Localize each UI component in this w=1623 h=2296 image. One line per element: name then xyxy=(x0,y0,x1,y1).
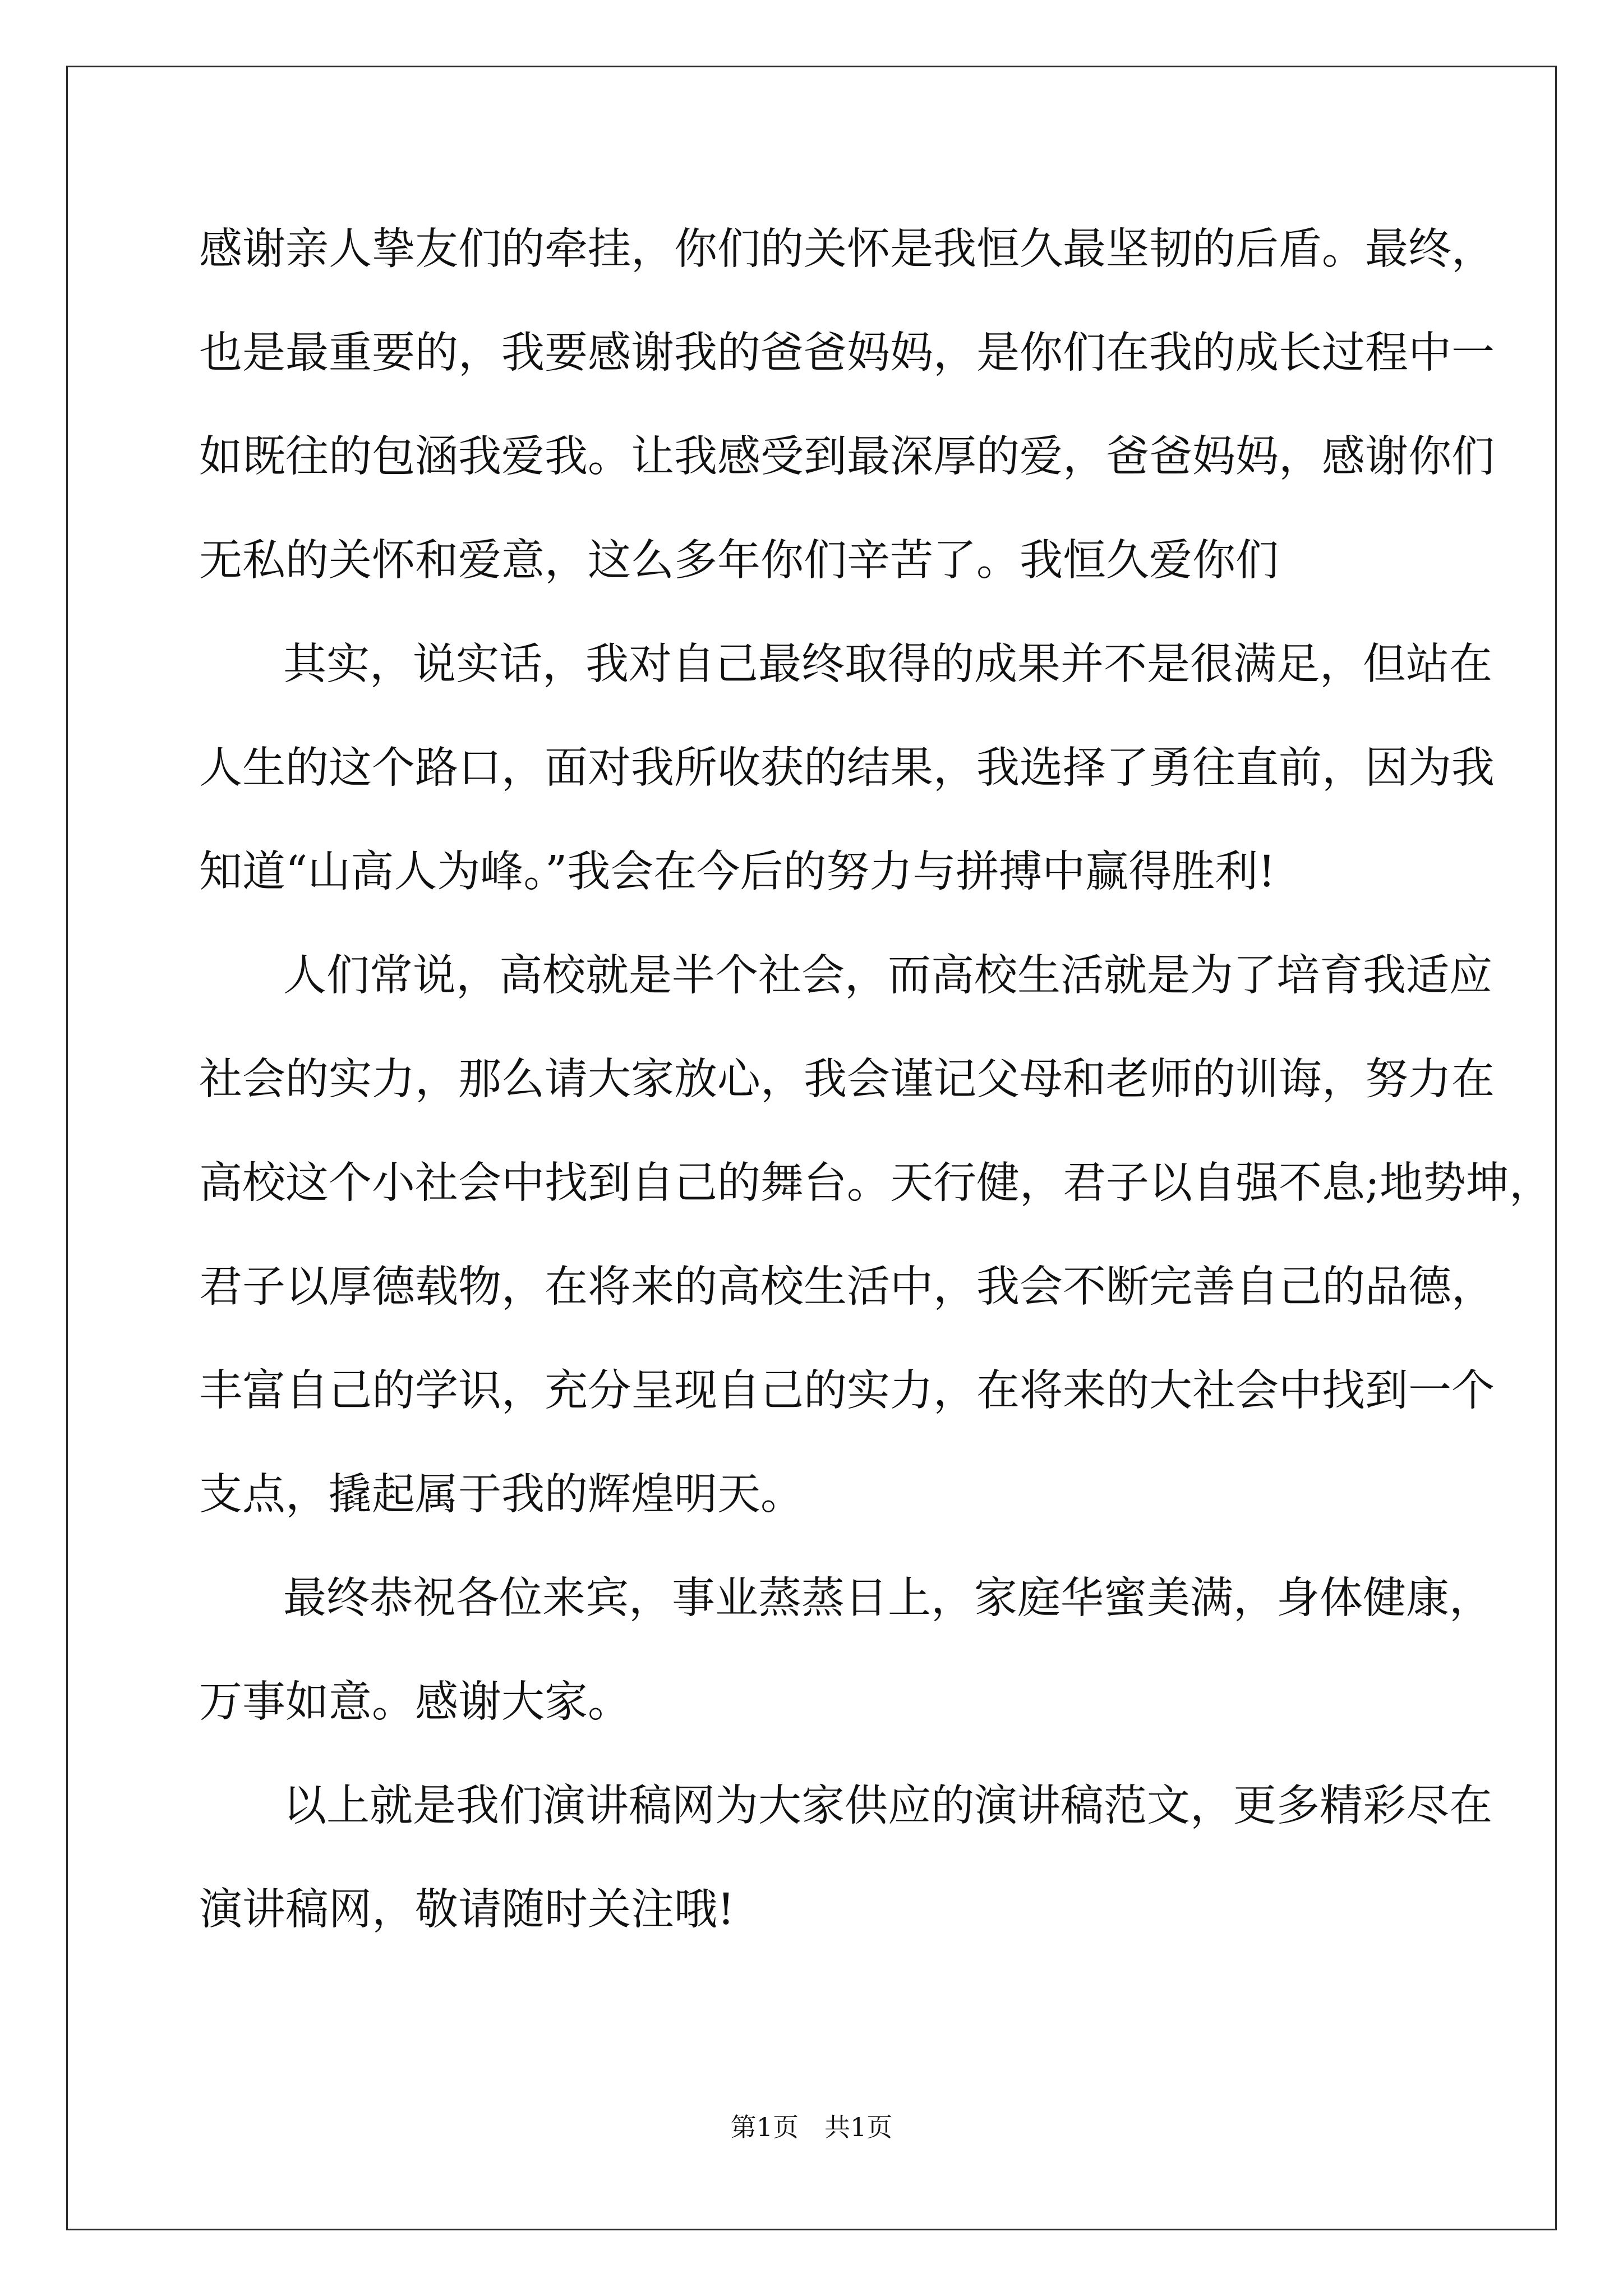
document-body xyxy=(199,197,1552,1962)
text-line-2: 也是最重要的，我要感谢我的爸爸妈妈，是你们在我的成长过程中一 xyxy=(199,328,1495,378)
text-line-6: 人生的这个路口，面对我所收获的结果，我选择了勇往直前，因为我 xyxy=(199,743,1495,793)
text-line-15: 万事如意。感谢大家。 xyxy=(199,1677,631,1727)
text-line-1: 感谢亲人挚友们的牵挂，你们的关怀是我恒久最坚韧的后盾。最终， xyxy=(199,224,1495,274)
text-line-7: 知道“山高人为峰。”我会在今后的努力与拼搏中赢得胜利! xyxy=(199,847,1276,897)
text-line-5: 其实，说实话，我对自己最终取得的成果并不是很满足，但站在 xyxy=(283,639,1492,689)
text-line-16: 以上就是我们演讲稿网为大家供应的演讲稿范文，更多精彩尽在 xyxy=(283,1781,1492,1831)
text-line-3: 如既往的包涵我爱我。让我感受到最深厚的爱，爸爸妈妈，感谢你们 xyxy=(199,432,1495,482)
text-line-14: 最终恭祝各位来宾，事业蒸蒸日上，家庭华蜜美满，身体健康， xyxy=(283,1573,1492,1623)
text-line-9: 社会的实力，那么请大家放心，我会谨记父母和老师的训诲，努力在 xyxy=(199,1055,1495,1105)
text-line-11: 君子以厚德载物，在将来的高校生活中，我会不断完善自己的品德， xyxy=(199,1262,1495,1312)
text-line-8: 人们常说，高校就是半个社会，而高校生活就是为了培育我适应 xyxy=(283,951,1492,1001)
text-line-10: 高校这个小社会中找到自己的舞台。天行健，君子以自强不息;地势坤， xyxy=(199,1158,1552,1208)
text-line-12: 丰富自己的学识，充分呈现自己的实力，在将来的大社会中找到一个 xyxy=(199,1366,1495,1416)
text-line-17: 演讲稿网，敬请随时关注哦! xyxy=(199,1885,735,1935)
page-number-footer: 第1页 共1页 xyxy=(730,2112,893,2142)
text-line-4: 无私的关怀和爱意，这么多年你们辛苦了。我恒久爱你们 xyxy=(199,536,1279,586)
text-line-13: 支点，撬起属于我的辉煌明天。 xyxy=(199,1470,804,1520)
